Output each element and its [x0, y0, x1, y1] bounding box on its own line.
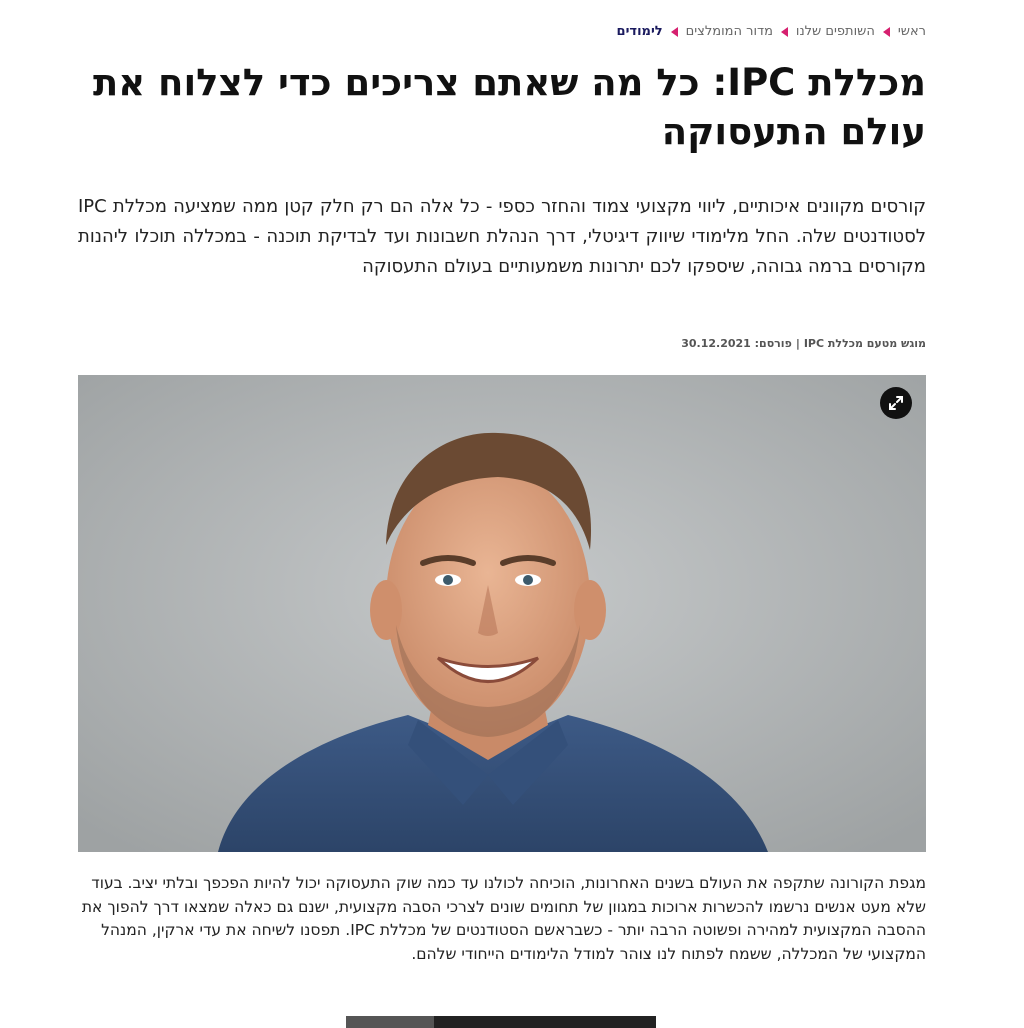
expand-icon	[888, 395, 904, 411]
article-body-paragraph: מגפת הקורונה שתקפה את העולם בשנים האחרונות, הוכיחה לכולנו עד כמה שוק התעסוקה יכול להיות הפכפך ובלתי יציב. בעוד שלא מעט אנשים נרשמו להכשרות ארוכות במגוון של תחומים שונים לצרכי הסבה מקצועית, ישנם גם כאלה שמצאו דרך להפוך את ההסבה המקצועית למהירה ופשוטה הרבה יותר - כשבראשם הסטודנטים של מכללת IPC. תפסנו לשיחה את עדי ארקין, המנהל המקצועי של המכללה, ששמח לפתוח לנו צוהר למודל הלימודים הייחודי שלהם.	[81, 874, 926, 963]
caret-left-icon	[671, 27, 678, 37]
byline-sponsor: מוגש מטעם מכללת IPC	[803, 337, 926, 350]
breadcrumb-home[interactable]: ראשי	[897, 24, 926, 39]
byline-separator: |	[795, 337, 800, 350]
breadcrumb-partners[interactable]: השותפים שלנו	[795, 24, 875, 39]
breadcrumb-recommended[interactable]: מדור המומלצים	[685, 24, 773, 39]
byline-published-date: פורסם: 30.12.2021	[681, 337, 792, 350]
breadcrumb-studies[interactable]: לימודים	[616, 24, 663, 39]
portrait-photo	[78, 375, 926, 852]
caret-left-icon	[781, 27, 788, 37]
article-title: מכללת IPC: כל מה שאתם צריכים כדי לצלוח את עולם התעסוקה	[92, 61, 926, 153]
article-hero-image[interactable]	[78, 375, 926, 852]
article-lead: קורסים מקוונים איכותיים, ליווי מקצועי צמוד והחזר כספי - כל אלה הם רק חלק קטן ממה שמציעה מכללת IPC לסטודנטים שלה. החל מלימודי שיווק דיגיטלי, דרך הנהלת חשבונות ועד לבדיקת תוכנה - במכללה תוכלו ליהנות מקורסים ברמה גבוהה, שיספקו לכם יתרונות משמעותיים בעולם התעסוקה	[78, 196, 926, 277]
media-bar	[346, 1016, 434, 1028]
caret-left-icon	[883, 27, 890, 37]
article-byline	[681, 337, 926, 350]
expand-image-button[interactable]	[880, 387, 912, 419]
breadcrumb	[617, 24, 926, 39]
next-media-embed[interactable]	[346, 1016, 656, 1028]
